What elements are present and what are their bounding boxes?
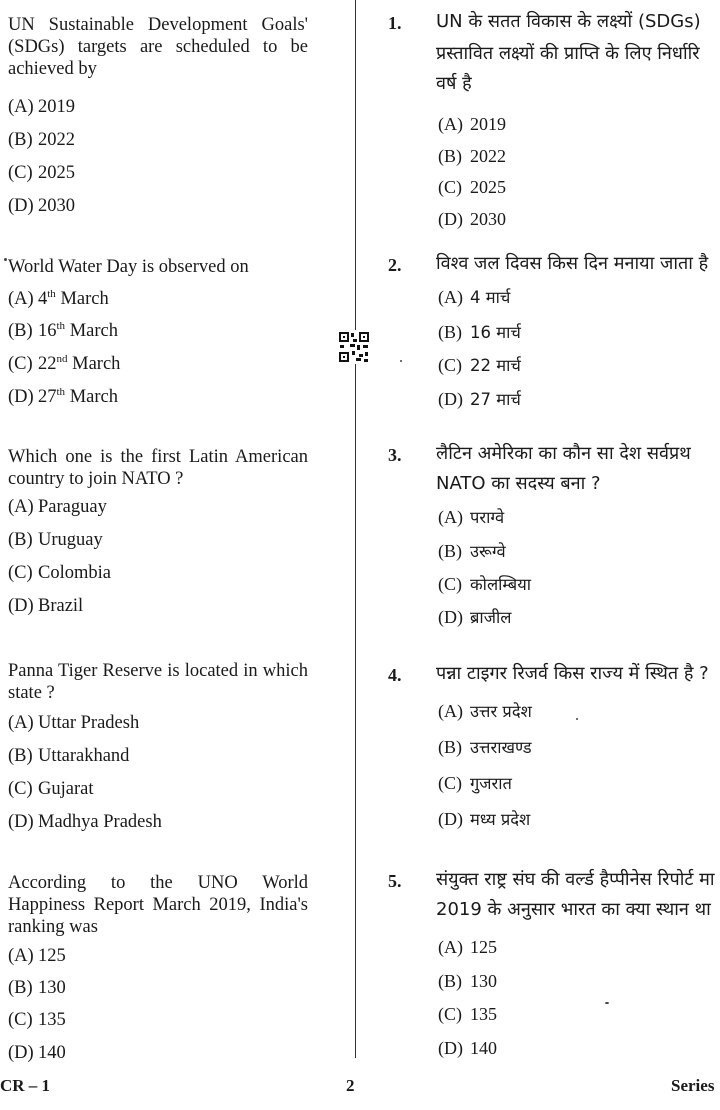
question-stem-line: विश्व जल दिवस किस दिन मनाया जाता है [436, 253, 709, 274]
option-text: 125 [38, 946, 66, 966]
option-text: उरूग्वे [470, 542, 506, 561]
option-label: (B) [438, 737, 462, 757]
question-number: 5. [388, 871, 402, 891]
option-label: (C) [8, 779, 33, 799]
option-label: (C) [8, 354, 33, 374]
option-label: (B) [8, 746, 33, 766]
option-a[interactable] [8, 96, 75, 118]
option-month: March [65, 387, 118, 407]
column-divider [355, 0, 356, 1058]
option-text: 4 मार्च [470, 288, 511, 307]
option-text: पराग्वे [470, 508, 505, 527]
question-5-en [8, 872, 308, 1063]
option-d[interactable] [8, 595, 83, 617]
option-label: (C) [8, 1010, 33, 1030]
option-c[interactable] [8, 562, 111, 584]
option-label: (D) [438, 809, 463, 829]
option-text: उत्तराखण्ड [470, 738, 532, 757]
option-c[interactable] [438, 1003, 497, 1025]
option-month: March [65, 321, 118, 341]
option-b[interactable] [438, 321, 521, 344]
option-text: 2025 [38, 163, 75, 183]
option-label: (D) [8, 387, 34, 407]
question-number: 2. [388, 255, 402, 275]
question-stem-line: वर्ष है [436, 73, 472, 94]
option-c[interactable] [438, 573, 531, 596]
option-text [38, 386, 118, 408]
question-stem-line: प्रस्तावित लक्ष्यों की प्राप्ति के लिए निर्धारि [436, 43, 700, 64]
option-c[interactable] [8, 162, 75, 184]
question-stem-line: पन्ना टाइगर रिजर्व किस राज्य में स्थित है ? [436, 663, 709, 684]
option-text: 140 [470, 1038, 497, 1058]
question-stem-line: UN के सतत विकास के लक्ष्यों (SDGs) [436, 11, 701, 32]
option-label: (A) [438, 114, 463, 134]
option-d[interactable] [438, 388, 521, 411]
option-text: 140 [38, 1043, 66, 1063]
option-text: कोलम्बिया [470, 575, 532, 594]
option-text: ब्राजील [470, 608, 512, 627]
option-text: Gujarat [38, 779, 94, 799]
footer-series-code: CR – 1 [0, 1076, 51, 1095]
option-text: Colombia [38, 563, 111, 583]
option-a[interactable] [438, 506, 504, 529]
ordinal-suffix: nd [56, 353, 68, 365]
option-text: 2022 [470, 146, 506, 166]
option-label: (C) [438, 574, 462, 594]
question-4-en [8, 660, 308, 832]
option-label: (B) [8, 530, 33, 550]
option-text: 2019 [470, 114, 506, 134]
option-c[interactable] [8, 353, 120, 375]
option-text: गुजरात [470, 774, 512, 793]
question-number: 1. [388, 13, 402, 33]
option-label: (C) [438, 773, 462, 793]
option-a[interactable] [438, 936, 497, 958]
option-a[interactable] [438, 286, 510, 309]
option-label: (D) [8, 812, 34, 832]
option-b[interactable] [438, 736, 532, 759]
question-stem-line: संयुक्त राष्ट्र संघ की वर्ल्ड हैप्पीनेस रिपोर्ट मा [436, 869, 715, 890]
option-label: (D) [438, 1038, 463, 1058]
option-d[interactable] [8, 1042, 66, 1064]
question-2-en [8, 256, 308, 407]
option-text: 135 [470, 1004, 497, 1024]
option-text: 135 [38, 1010, 66, 1030]
qr-code-icon [337, 330, 371, 364]
option-day: 22 [38, 354, 57, 374]
option-text: मध्य प्रदेश [470, 810, 531, 829]
option-label: (A) [8, 289, 34, 309]
question-stem: Which one is the first Latin American country to join NATO ? [8, 447, 308, 489]
option-c[interactable] [438, 772, 512, 795]
option-text: 2019 [38, 97, 75, 117]
option-label: (A) [438, 701, 463, 721]
option-label: (D) [8, 1043, 34, 1063]
question-stem-line: NATO का सदस्य बना ? [436, 473, 601, 494]
option-b[interactable] [438, 145, 506, 167]
question-stem-line: 2019 के अनुसार भारत का क्या स्थान था [436, 899, 711, 920]
option-text: Uttarakhand [38, 746, 130, 766]
question-stem: According to the UNO World Happiness Report March 2019, India's ranking was [8, 873, 308, 937]
option-day: 16 [38, 321, 57, 341]
option-d[interactable] [8, 195, 75, 217]
option-label: (B) [8, 321, 33, 341]
scan-speck [4, 258, 7, 261]
option-day: 4 [38, 289, 48, 309]
ordinal-suffix: th [56, 320, 66, 332]
option-text: 130 [470, 971, 497, 991]
option-text: 2030 [470, 209, 506, 229]
option-label: (A) [8, 97, 34, 117]
option-c[interactable] [8, 1009, 66, 1031]
option-c[interactable] [438, 354, 521, 377]
option-b[interactable] [8, 320, 118, 342]
option-label: (C) [438, 1004, 462, 1024]
scan-speck [605, 1002, 609, 1004]
option-d[interactable] [438, 606, 511, 629]
option-month: March [55, 289, 109, 309]
option-label: (D) [438, 607, 463, 627]
option-b[interactable] [8, 977, 66, 999]
option-text: Brazil [38, 596, 84, 616]
option-a[interactable] [438, 700, 532, 723]
option-label: (C) [438, 355, 462, 375]
question-stem-line: लैटिन अमेरिका का कौन सा देश सर्वप्रथ [436, 443, 691, 464]
option-text: 27 मार्च [470, 390, 521, 409]
option-d[interactable] [438, 808, 530, 831]
question-number: 4. [388, 665, 402, 685]
option-d[interactable] [438, 1037, 497, 1059]
option-a[interactable] [8, 288, 109, 310]
option-label: (B) [8, 130, 33, 150]
option-label: (A) [438, 937, 463, 957]
option-c[interactable] [8, 778, 93, 800]
option-label: (B) [438, 146, 462, 166]
option-day: 27 [38, 387, 57, 407]
option-label: (B) [8, 978, 33, 998]
option-label: (D) [438, 209, 463, 229]
option-label: (B) [438, 541, 462, 561]
scan-speck [576, 718, 578, 720]
option-b[interactable] [438, 540, 506, 563]
option-label: (A) [438, 287, 463, 307]
option-label: (C) [438, 177, 462, 197]
option-label: (B) [438, 971, 462, 991]
option-text: 22 मार्च [470, 356, 521, 375]
option-month: March [67, 354, 121, 374]
question-3-en [8, 446, 308, 616]
option-b[interactable] [8, 745, 129, 767]
option-d[interactable] [438, 208, 506, 230]
footer-series-label: Series [671, 1076, 715, 1095]
option-label: (D) [8, 196, 34, 216]
option-text: 16 मार्च [470, 323, 521, 342]
question-stem: UN Sustainable Development Goals' (SDGs) targets are scheduled to be achieved by [8, 15, 308, 79]
option-b[interactable] [8, 129, 75, 151]
ordinal-suffix: th [56, 386, 66, 398]
option-text: 2030 [38, 196, 75, 216]
option-label: (C) [8, 163, 33, 183]
option-b[interactable] [8, 529, 103, 551]
option-d[interactable] [8, 811, 162, 833]
scan-speck [400, 360, 402, 362]
option-a[interactable] [8, 945, 66, 967]
option-text: 125 [470, 937, 497, 957]
option-label: (C) [8, 563, 33, 583]
option-a[interactable] [8, 496, 107, 518]
option-text: Paraguay [38, 497, 107, 517]
option-text: 130 [38, 978, 66, 998]
option-text [38, 353, 120, 375]
option-label: (A) [8, 946, 34, 966]
option-b[interactable] [438, 970, 497, 992]
option-text: Uruguay [38, 530, 103, 550]
question-stem: World Water Day is observed on [8, 257, 249, 277]
option-text [38, 288, 109, 310]
option-label: (D) [438, 389, 463, 409]
option-label: (D) [8, 596, 34, 616]
option-d[interactable] [8, 386, 118, 408]
question-1-en [8, 14, 308, 216]
ordinal-suffix: th [47, 288, 56, 300]
option-text [38, 320, 118, 342]
option-text: 2022 [38, 130, 75, 150]
option-text: Uttar Pradesh [38, 713, 140, 733]
footer-page-number: 2 [346, 1076, 355, 1095]
option-label: (A) [438, 507, 463, 527]
option-a[interactable] [438, 113, 506, 135]
option-c[interactable] [438, 176, 506, 198]
option-label: (A) [8, 713, 34, 733]
option-a[interactable] [8, 712, 139, 734]
option-text: 2025 [470, 177, 506, 197]
option-text: Madhya Pradesh [38, 812, 162, 832]
option-text: उत्तर प्रदेश [470, 702, 532, 721]
question-number: 3. [388, 445, 402, 465]
option-label: (B) [438, 322, 462, 342]
question-stem: Panna Tiger Reserve is located in which state ? [8, 661, 308, 703]
option-label: (A) [8, 497, 34, 517]
